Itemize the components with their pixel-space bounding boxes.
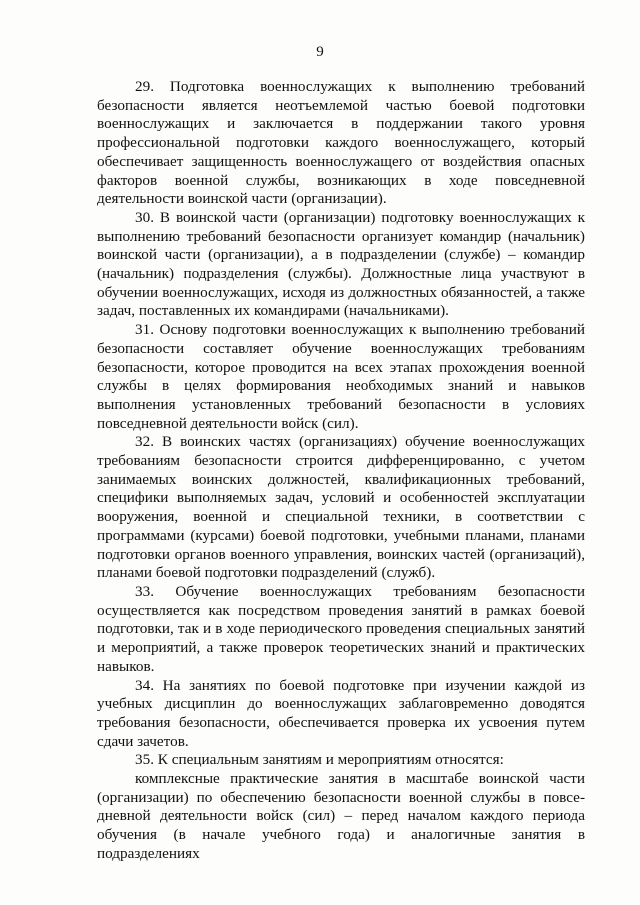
page-number: 9 — [316, 44, 324, 60]
paragraph-35-item: комплексные практические занятия в масштабе воинской части (организации) по обеспечению безопасности военной службы в повседневной деятельности войск (сил) – перед началом каждого периода обучения (в начале учебного года) и аналогичные занятия в подразделениях — [97, 770, 585, 862]
paragraph-35: 35. К специальным занятиям и мероприятиям относятся: — [135, 751, 504, 769]
paragraph-29: 29. Подготовка военнослужащих к выполнению требований безопасности является неотъемлемой частью боевой подготовки военнослужащих и заключается в поддержании такого уровня профессиональной подготовки каждого военнослужащего, который обеспечивает защищенность военнослужащего от воздействия опасных факторов военной службы, возникающих в ходе повседневной деятельности воинской части (организации). — [97, 78, 585, 208]
paragraph-34: 34. На занятиях по боевой подготовке при изучении каждой из учебных дисциплин до военнослужащих заблаговременно доводятся требования безопасности, обеспечивается проверка их усвоения путем сдачи зачетов. — [97, 676, 585, 750]
paragraph-32: 32. В воинских частях (организациях) обучение военнослужащих требованиям безопасности строится дифференцированно, с учетом занимаемых воинских должностей, квалификационных требований, специфики выполняемых задач, условий и особенностей эксплуатации вооружения, военной и специальной техники, в соответствии с программами (курсами) боевой подготовки, учебными планами, планами подготовки органов военного управления, воинских частей (организаций), планами боевой подготовки подразделений (служб). — [97, 433, 585, 582]
paragraph-31: 31. Основу подготовки военнослужащих к выполнению требований безопасности составляет обучение военнослужащих требованиям безопасности, которое проводится на всех этапах прохождения военной службы в целях формирования необходимых знаний и навыков выполнения установленных требований безопасности в условиях повседневной деятельности войск (сил). — [97, 321, 585, 432]
paragraph-33: 33. Обучение военнослужащих требованиям безопасности осуществляется как посредством проведения занятий в рамках боевой подготовки, так и в ходе периодического проведения специальных занятий и мероприятий, а также проверок теоретических знаний и практических навыков. — [97, 582, 585, 675]
paragraph-30: 30. В воинской части (организации) подготовку военнослужащих к выполнению требований безопасности организует командир (начальник) воинской части (организации), а в подразделении (службе) – командир (начальник) подразделения (службы). Должностные лица участвуют в обучении военнослужащих, исходя из должностных обязанностей, а также задач, поставленных их командирами (начальниками). — [97, 208, 585, 320]
document-body — [97, 78, 585, 864]
